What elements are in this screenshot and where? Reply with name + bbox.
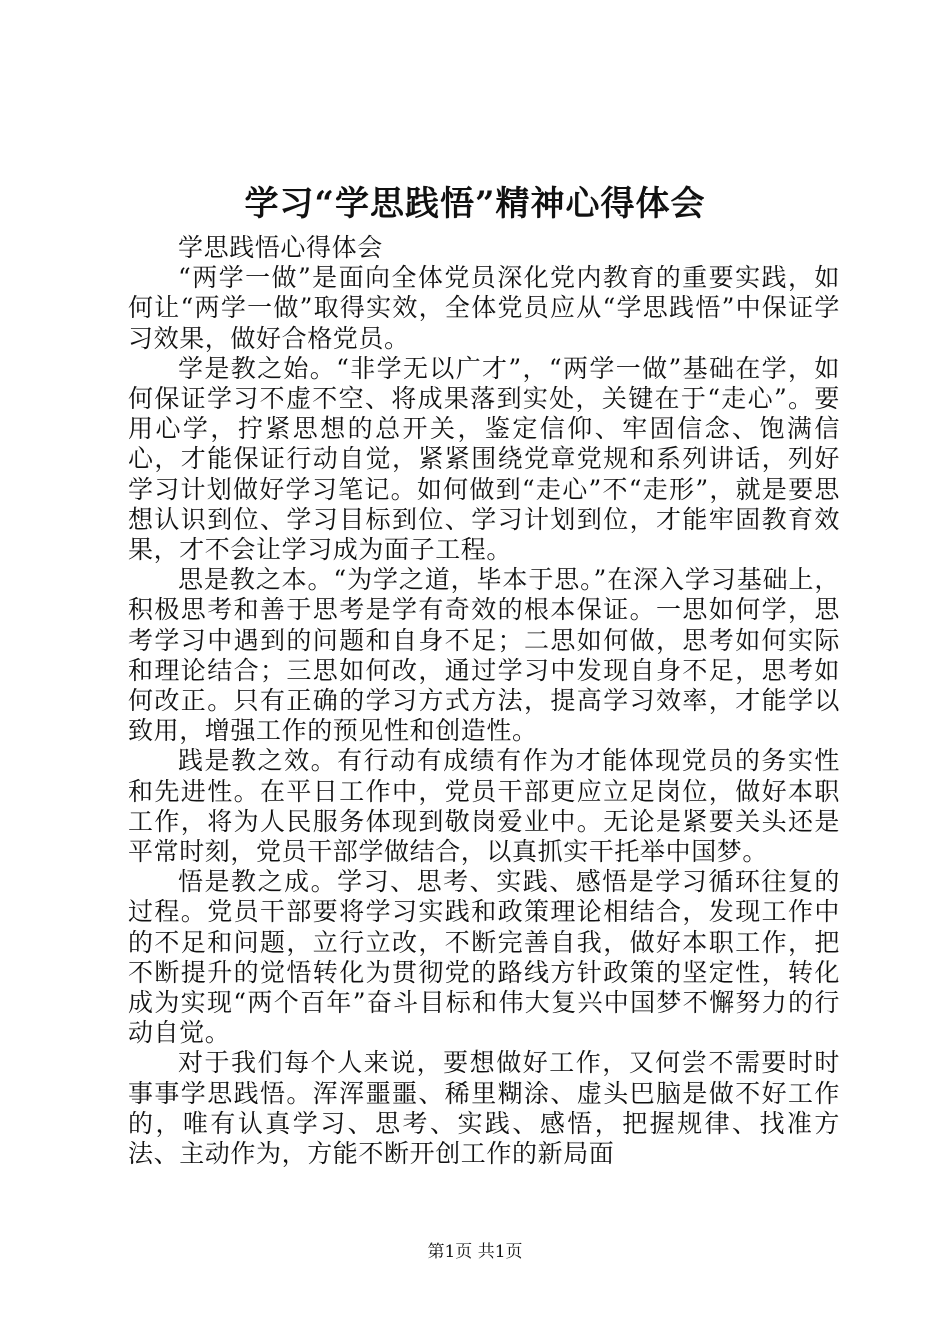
conclusion-paragraph: 对于我们每个人来说，要想做好工作，又何尝不需要时时事事学思践悟。浑浑噩噩、稀里糊涂、虚头巴脑是做不好工作的，唯有认真学习、思考、实践、感悟，把握规律、找准方法、主动作为，方能不断开创工作的新局面 [128,1048,840,1169]
practice-paragraph: 践是教之效。有行动有成绩有作为才能体现党员的务实性和先进性。在平日工作中，党员干部更应立足岗位，做好本职工作，将为人民服务体现到敬岗爱业中。无论是紧要关头还是平常时刻，党员干部学做结合，以真抓实干托举中国梦。 [128,746,840,867]
document-body [128,233,840,1169]
page-number-footer: 第1页 共1页 [427,1242,523,1262]
study-paragraph: 学是教之始。“非学无以广才”，“两学一做”基础在学，如何保证学习不虚不空、将成果落到实处，关键在于“走心”。要用心学，拧紧思想的总开关，鉴定信仰、牢固信念、饱满信心，才能保证行动自觉，紧紧围绕党章党规和系列讲话，列好学习计划做好学习笔记。如何做到“走心”不“走形”，就是要思想认识到位、学习目标到位、学习计划到位，才能牢固教育效果，才不会让学习成为面子工程。 [128,353,840,565]
document-title: 学习“学思践悟”精神心得体会 [244,184,706,224]
realize-paragraph: 悟是教之成。学习、思考、实践、感悟是学习循环往复的过程。党员干部要将学习实践和政策理论相结合，发现工作中的不足和问题，立行立改，不断完善自我，做好本职工作，把不断提升的觉悟转化为贯彻党的路线方针政策的坚定性，转化成为实现“两个百年”奋斗目标和伟大复兴中国梦不懈努力的行动自觉。 [128,867,840,1048]
think-paragraph: 思是教之本。“为学之道，毕本于思。”在深入学习基础上，积极思考和善于思考是学有奇效的根本保证。一思如何学，思考学习中遇到的问题和自身不足；二思如何做，思考如何实际和理论结合；三思如何改，通过学习中发现自身不足，思考如何改正。只有正确的学习方式方法，提高学习效率，才能学以致用，增强工作的预见性和创造性。 [128,565,840,746]
subtitle-paragraph: 学思践悟心得体会 [178,233,383,262]
intro-paragraph: “两学一做”是面向全体党员深化党内教育的重要实践，如何让“两学一做”取得实效，全体党员应从“学思践悟”中保证学习效果，做好合格党员。 [128,263,840,353]
